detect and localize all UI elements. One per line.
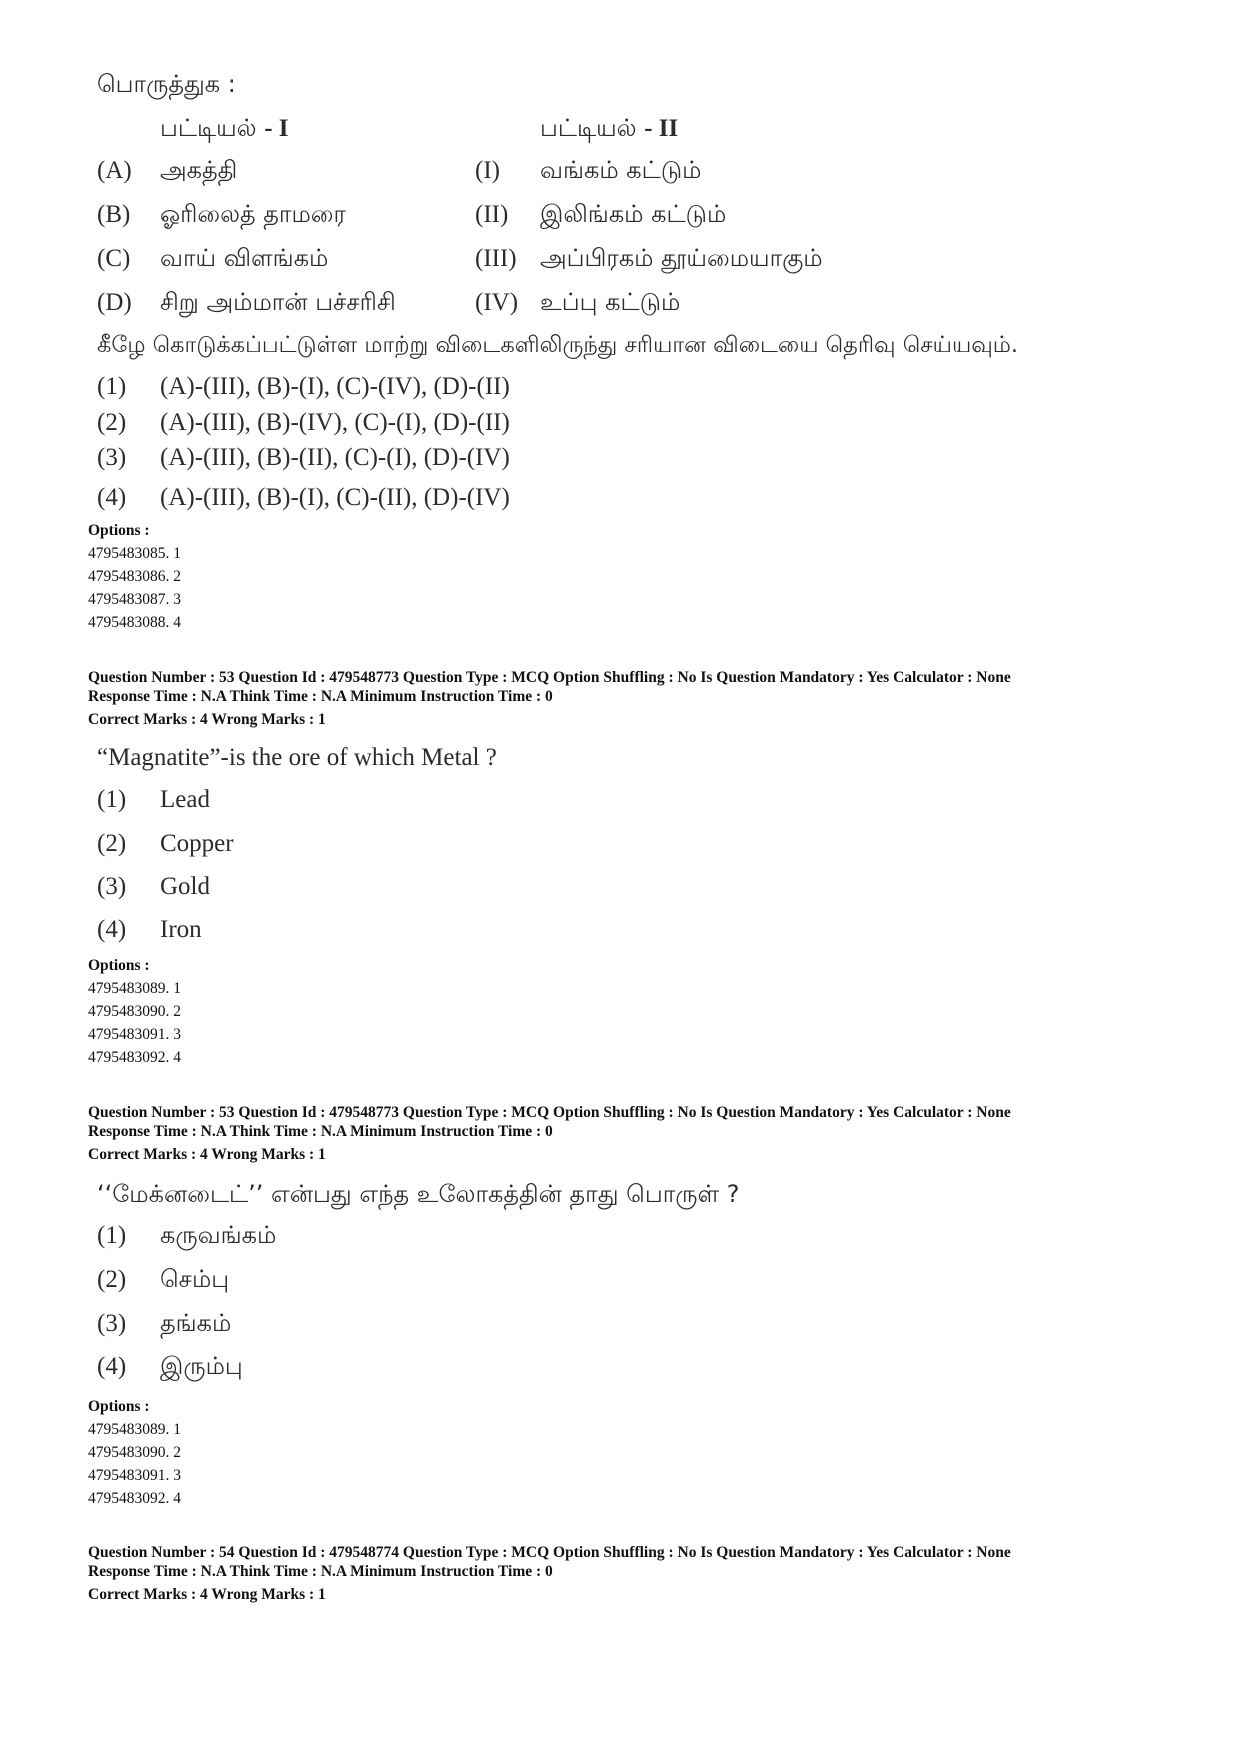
choice-text: (A)-(III), (B)-(II), (C)-(I), (D)-(IV) — [160, 444, 510, 471]
right-key: (IV) — [475, 289, 519, 316]
choice-text: செம்பு — [160, 1265, 230, 1293]
choice-number: (4) — [97, 484, 127, 511]
question-meta-response: Response Time : N.A Think Time : N.A Minimum Instruction Time : 0 — [88, 1563, 553, 1580]
choice-number: (3) — [97, 873, 127, 900]
option-id: 4795483086. 2 — [88, 568, 181, 585]
options-label: Options : — [88, 1398, 150, 1415]
right-key: (I) — [475, 157, 500, 184]
left-value: சிறு அம்மான் பச்சரிசி — [160, 288, 396, 316]
choice-text: (A)-(III), (B)-(I), (C)-(IV), (D)-(II) — [160, 373, 510, 400]
option-id: 4795483089. 1 — [88, 1421, 181, 1438]
choice-number: (3) — [97, 1310, 127, 1337]
right-value: அப்பிரகம் தூய்மையாகும் — [540, 244, 823, 272]
option-id: 4795483092. 4 — [88, 1490, 181, 1507]
right-key: (III) — [475, 245, 517, 272]
choice-text: Iron — [160, 916, 202, 943]
choice-number: (1) — [97, 786, 127, 813]
right-value: உப்பு கட்டும் — [540, 288, 681, 316]
question-marks: Correct Marks : 4 Wrong Marks : 1 — [88, 1586, 326, 1603]
option-id: 4795483090. 2 — [88, 1444, 181, 1461]
option-id: 4795483088. 4 — [88, 614, 181, 631]
left-key: (A) — [97, 157, 132, 184]
options-label: Options : — [88, 957, 150, 974]
options-label: Options : — [88, 522, 150, 539]
question-marks: Correct Marks : 4 Wrong Marks : 1 — [88, 711, 326, 728]
question-marks: Correct Marks : 4 Wrong Marks : 1 — [88, 1146, 326, 1163]
question-meta: Question Number : 54 Question Id : 479548774 Question Type : MCQ Option Shuffling : No Is Question Mandatory : Yes Calculator : None — [88, 1544, 1011, 1561]
choice-number: (4) — [97, 916, 127, 943]
left-key: (C) — [97, 245, 131, 272]
choice-text: இரும்பு — [160, 1352, 243, 1380]
right-key: (II) — [475, 201, 509, 228]
question-meta: Question Number : 53 Question Id : 479548773 Question Type : MCQ Option Shuffling : No Is Question Mandatory : Yes Calculator : None — [88, 1104, 1011, 1121]
list-2-header: பட்டியல் - II — [540, 114, 679, 142]
left-key: (D) — [97, 289, 132, 316]
question-intro: பொருத்துக : — [97, 70, 236, 98]
list-1-header: பட்டியல் - I — [160, 114, 289, 142]
choice-text: (A)-(III), (B)-(I), (C)-(II), (D)-(IV) — [160, 484, 510, 511]
choice-number: (4) — [97, 1353, 127, 1380]
choice-number: (2) — [97, 830, 127, 857]
choice-text: Lead — [160, 786, 210, 813]
choice-text: Gold — [160, 873, 210, 900]
question-meta-response: Response Time : N.A Think Time : N.A Minimum Instruction Time : 0 — [88, 688, 553, 705]
option-id: 4795483092. 4 — [88, 1049, 181, 1066]
option-id: 4795483085. 1 — [88, 545, 181, 562]
right-value: இலிங்கம் கட்டும் — [540, 200, 727, 228]
question-text: “Magnatite”-is the ore of which Metal ? — [97, 744, 497, 771]
choice-number: (2) — [97, 409, 127, 436]
question-text: ‘‘மேக்னடைட்’’ என்பது எந்த உலோகத்தின் தாது பொருள் ? — [97, 1180, 740, 1208]
option-id: 4795483090. 2 — [88, 1003, 181, 1020]
choice-number: (1) — [97, 373, 127, 400]
left-value: ஓரிலைத் தாமரை — [160, 200, 346, 228]
choice-number: (1) — [97, 1222, 127, 1249]
choice-number: (3) — [97, 444, 127, 471]
left-value: வாய் விளங்கம் — [160, 244, 329, 272]
right-value: வங்கம் கட்டும் — [540, 156, 702, 184]
choice-text: (A)-(III), (B)-(IV), (C)-(I), (D)-(II) — [160, 409, 510, 436]
choice-text: தங்கம் — [160, 1309, 232, 1337]
left-value: அகத்தி — [160, 156, 238, 184]
option-id: 4795483091. 3 — [88, 1467, 181, 1484]
option-id: 4795483089. 1 — [88, 980, 181, 997]
choice-text: Copper — [160, 830, 234, 857]
choice-number: (2) — [97, 1266, 127, 1293]
question-meta: Question Number : 53 Question Id : 479548773 Question Type : MCQ Option Shuffling : No Is Question Mandatory : Yes Calculator : None — [88, 669, 1011, 686]
choice-text: கருவங்கம் — [160, 1221, 277, 1249]
question-meta-response: Response Time : N.A Think Time : N.A Minimum Instruction Time : 0 — [88, 1123, 553, 1140]
option-id: 4795483091. 3 — [88, 1026, 181, 1043]
left-key: (B) — [97, 201, 131, 228]
instruction-text: கீழே கொடுக்கப்பட்டுள்ள மாற்று விடைகளிலிருந்து சரியான விடையை தெரிவு செய்யவும். — [97, 332, 1019, 358]
option-id: 4795483087. 3 — [88, 591, 181, 608]
